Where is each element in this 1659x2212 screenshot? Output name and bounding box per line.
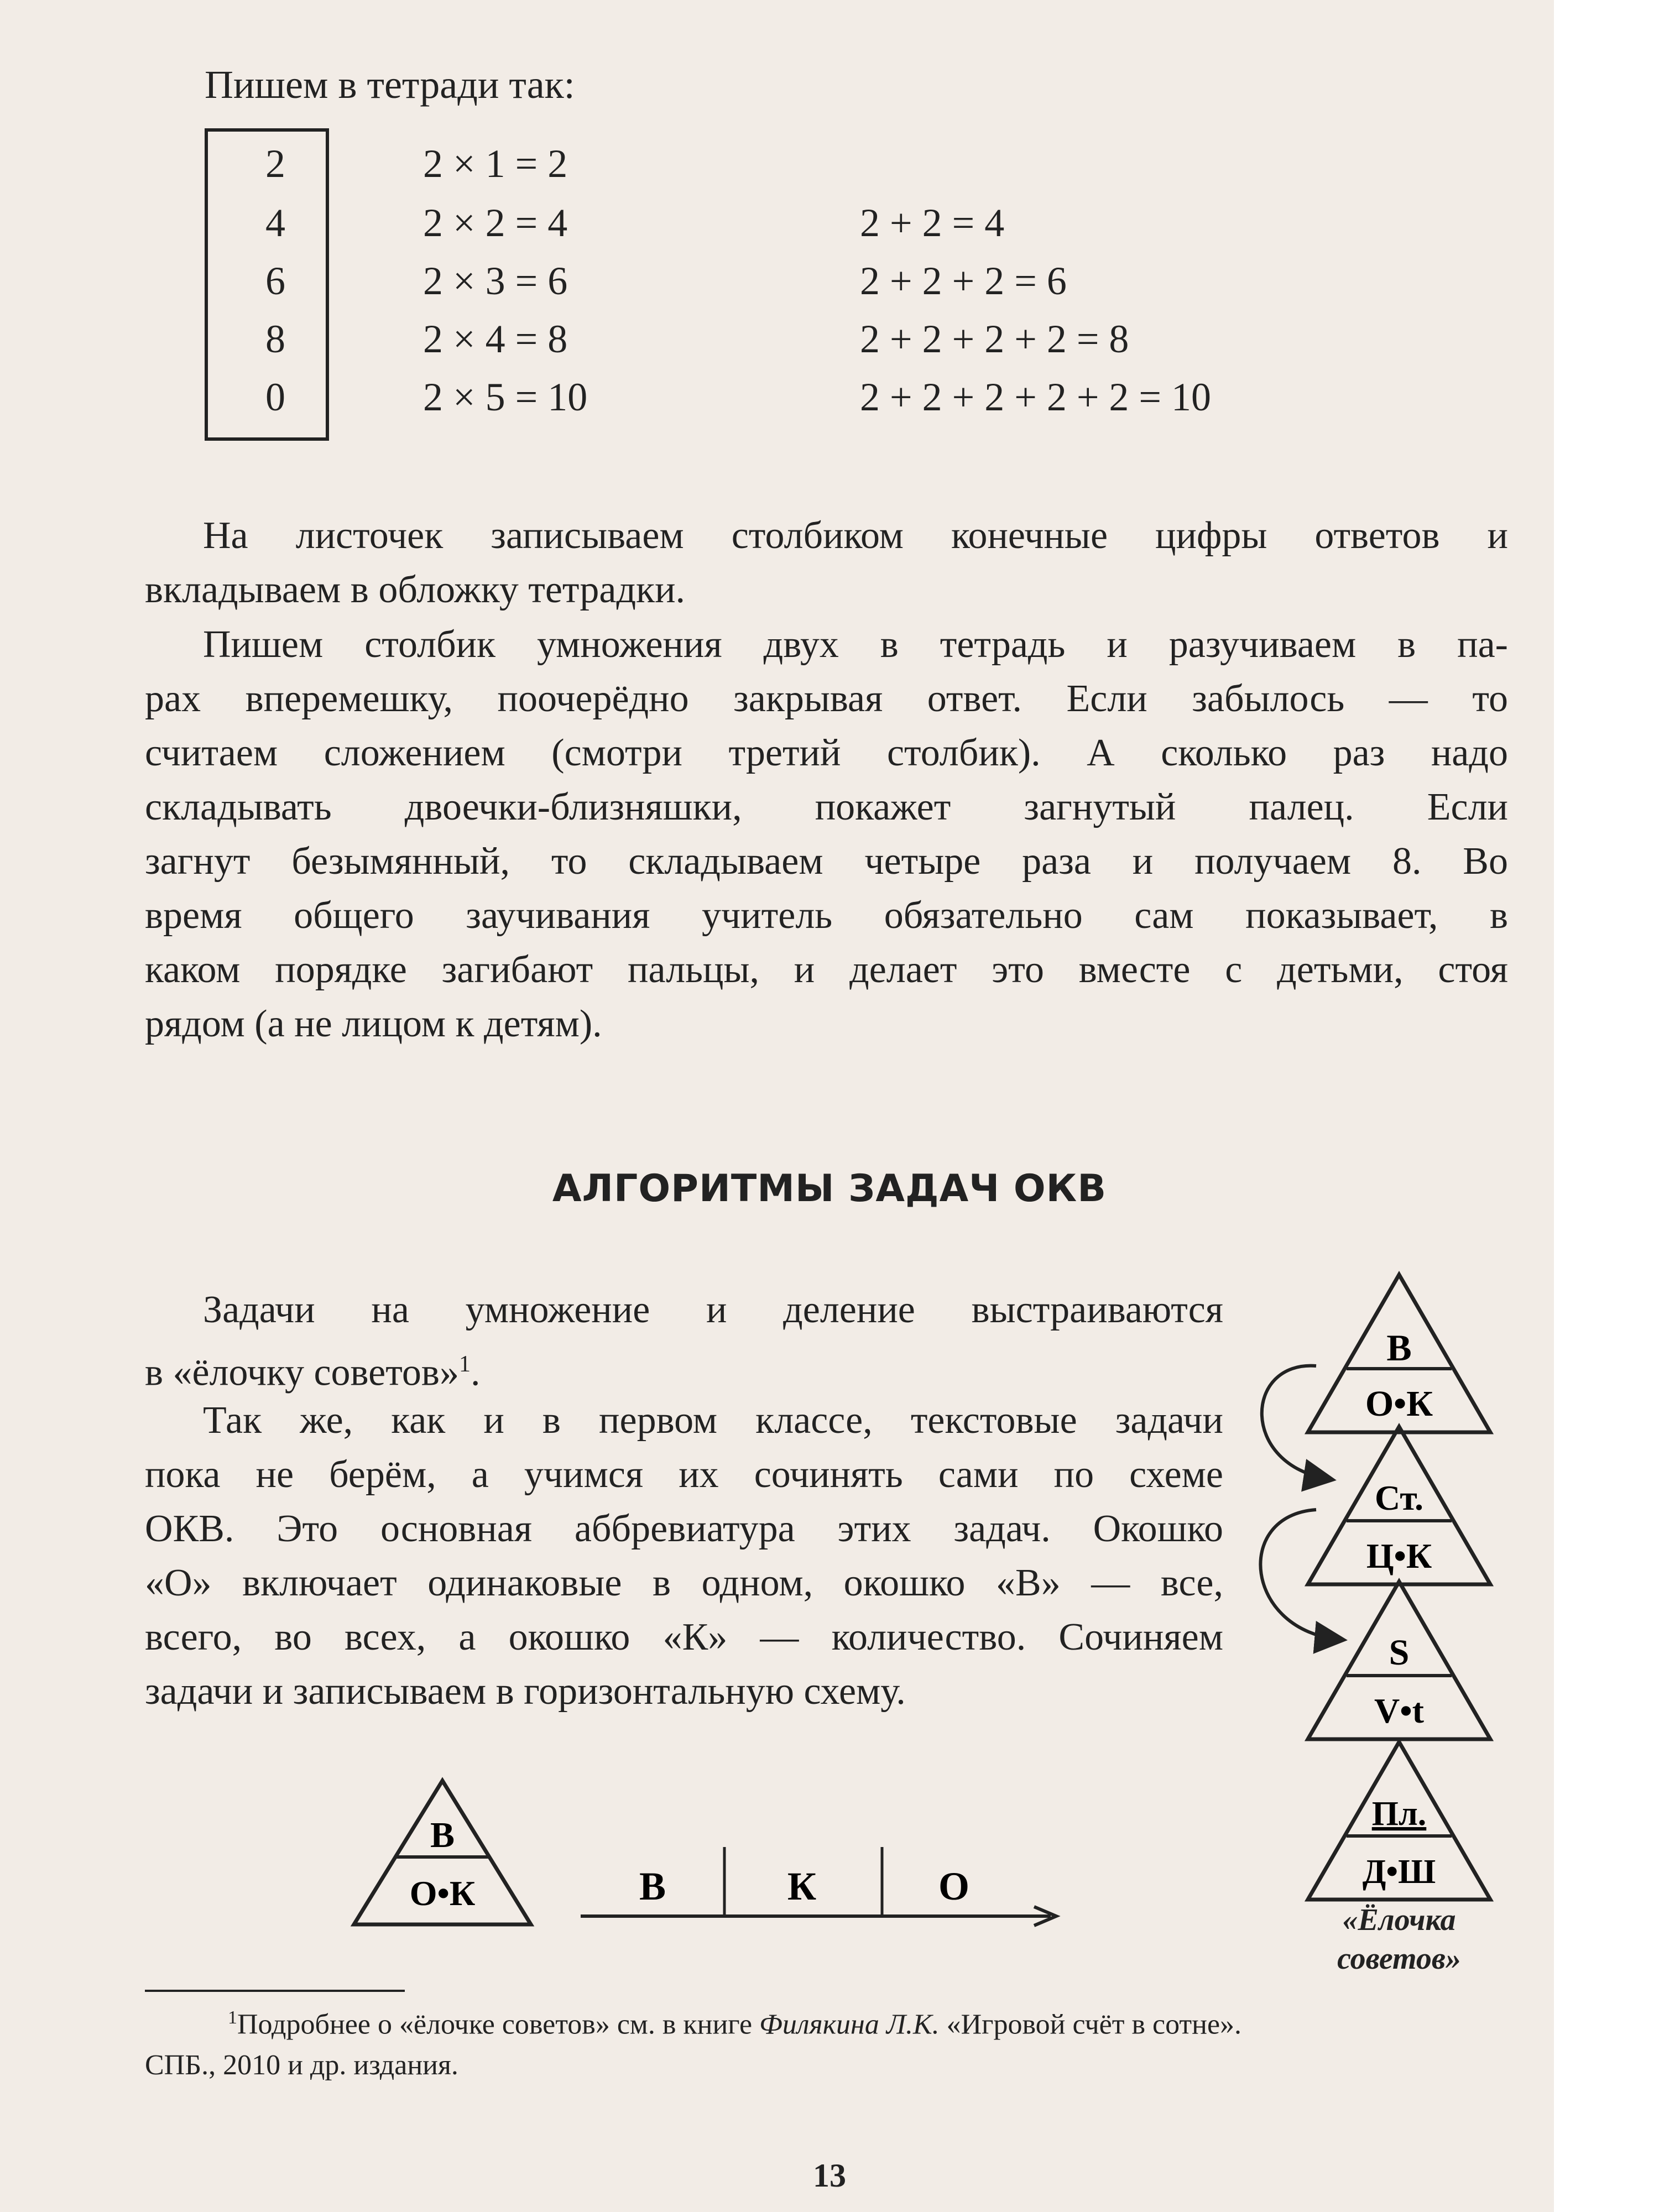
triangle-okv: [1308, 1275, 1490, 1432]
footnote: [145, 1997, 1505, 2086]
diagram-caption: советов»: [1337, 1942, 1461, 1976]
digit: 0: [265, 375, 285, 419]
scheme-arrow: [581, 1847, 1056, 1926]
triangle-cost: [1308, 1427, 1490, 1584]
text-line: время общего заучивания учитель обязательно сам показывает, в: [145, 894, 1508, 937]
triangle-distance: [1308, 1582, 1490, 1739]
triangle-top-label: Пл.: [1371, 1795, 1427, 1833]
digit: 2: [265, 142, 285, 186]
sum: 2 + 2 + 2 + 2 + 2 = 10: [860, 375, 1212, 419]
text-line-with-footnote: [145, 1337, 1223, 1394]
elochka-diagram: [1228, 1255, 1526, 1985]
page-number: 13: [813, 2157, 846, 2194]
footnote-divider: [145, 1990, 405, 1992]
product: 2 × 4 = 8: [423, 317, 568, 361]
footnote-mark: 1: [458, 1352, 471, 1377]
page-edge: [1554, 0, 1659, 2212]
text-line: каком порядке загибают пальцы, и делает это вместе с детьми, стоя: [145, 948, 1508, 991]
text-line: загнут безымянный, то складываем четыре раза и получаем 8. Во: [145, 840, 1508, 883]
text-line: считаем сложением (смотри третий столбик). А сколько раз надо: [145, 732, 1508, 774]
text-line: вкладываем в обложку тетрадки.: [145, 568, 686, 611]
footnote-line-2: СПБ., 2010 и др. издания.: [145, 2049, 458, 2081]
text-line: Так же, как и в первом классе, текстовые задачи: [203, 1399, 1223, 1442]
product: 2 × 3 = 6: [423, 259, 568, 303]
triangle-top-label: S: [1389, 1632, 1410, 1673]
product: 2 × 1 = 2: [423, 142, 568, 186]
triangle-bottom-label: Ц•К: [1366, 1536, 1432, 1575]
text-line: ОКВ. Это основная аббревиатура этих задач. Окошко: [145, 1507, 1223, 1550]
paragraph-4: [145, 1394, 1223, 1719]
triangle-bottom-label: О•К: [409, 1874, 476, 1913]
footnote-author: Филякина Л.К.: [759, 2008, 940, 2041]
footnote-text: «Игровой счёт в сотне».: [939, 2008, 1242, 2041]
text-line: Задачи на умножение и деление выстраиваются: [203, 1288, 1223, 1331]
text-fragment: в «ёлочку советов»: [145, 1351, 459, 1394]
text-line: рядом (а не лицом к детям).: [145, 1003, 602, 1045]
paragraph-1: [145, 509, 1508, 617]
text-line: «О» включает одинаковые в одном, окошко «В» — все,: [145, 1562, 1223, 1604]
scheme-segment-label: К: [787, 1864, 817, 1908]
text-line: пока не берём, а учимся их сочинять сами по схеме: [145, 1453, 1223, 1496]
footnote-line-1: [145, 1997, 1505, 2045]
triangle-bottom-label: О•К: [1365, 1384, 1433, 1424]
product: 2 × 2 = 4: [423, 201, 568, 245]
text-line: Пишем столбик умножения двух в тетрадь и разучиваем в па-: [203, 623, 1508, 666]
scheme-triangle: [354, 1781, 531, 1924]
scheme-segment-label: В: [639, 1864, 666, 1908]
horizontal-scheme: [343, 1770, 1062, 1936]
footnote-mark: 1: [228, 2007, 237, 2028]
text-line: всего, во всех, а окошко «К» — количество. Сочиняем: [145, 1616, 1223, 1658]
text-line: На листочек записываем столбиком конечные цифры ответов и: [203, 514, 1508, 557]
digit: 4: [265, 201, 285, 245]
triangle-top-label: Ст.: [1375, 1478, 1423, 1517]
digit: 8: [265, 317, 285, 361]
sum: 2 + 2 + 2 + 2 = 8: [860, 317, 1129, 361]
arrow-curve: [1260, 1510, 1341, 1640]
text-line: складывать двоечки-близняшки, покажет загнутый палец. Если: [145, 786, 1508, 828]
triangle-bottom-label: V•t: [1374, 1691, 1424, 1730]
digit: 6: [265, 259, 285, 303]
triangle-top-label: В: [1386, 1327, 1412, 1369]
product: 2 × 5 = 10: [423, 375, 588, 419]
footnote-text: Подробнее о «ёлочке советов» см. в книге: [237, 2008, 760, 2041]
triangle-area: [1308, 1742, 1490, 1900]
paragraph-2: [145, 618, 1508, 1051]
diagram-caption: «Ёлочка: [1342, 1903, 1456, 1937]
text-line: рах вперемешку, поочерёдно закрывая ответ. Если забылось — то: [145, 677, 1508, 720]
sum: 2 + 2 = 4: [860, 201, 1005, 245]
section-heading: АЛГОРИТМЫ ЗАДАЧ ОКВ: [552, 1167, 1107, 1211]
triangle-bottom-label: Д•Ш: [1362, 1853, 1436, 1891]
scheme-segment-label: О: [938, 1864, 970, 1908]
sum: 2 + 2 + 2 = 6: [860, 259, 1067, 303]
triangle-top-label: В: [430, 1815, 455, 1855]
text-fragment: .: [470, 1351, 481, 1394]
intro-line: Пишем в тетради так:: [205, 62, 575, 107]
paragraph-3: [145, 1283, 1223, 1394]
text-line: задачи и записываем в горизонтальную схему.: [145, 1670, 906, 1713]
arrow-curve: [1262, 1366, 1330, 1479]
